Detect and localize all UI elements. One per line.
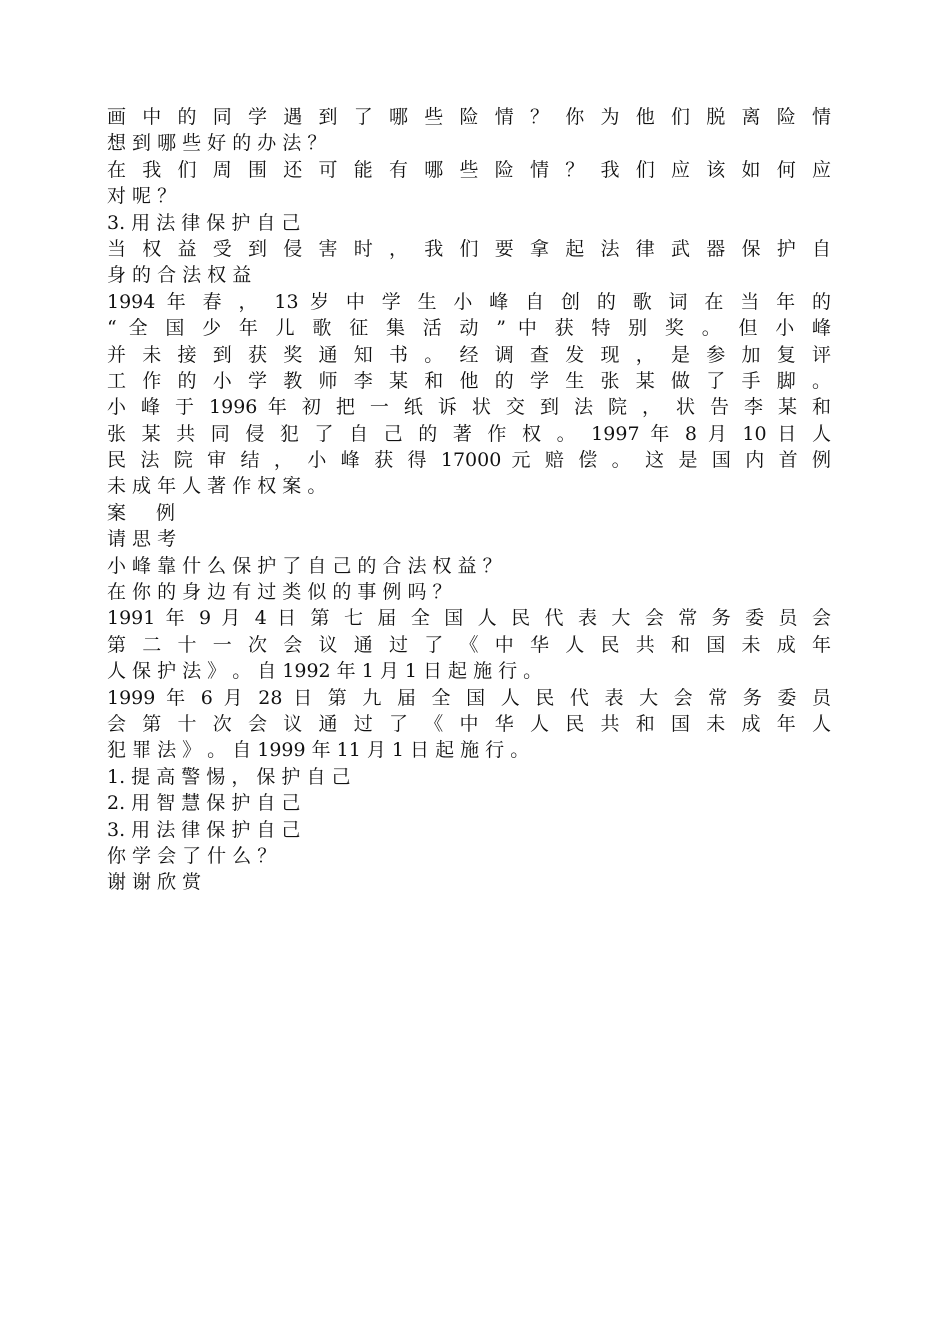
text-line: 并 未 接 到 获 奖 通 知 书 。 经 调 查 发 现 ， 是 参 加 复 评 (107, 343, 831, 366)
text-line: 会 第 十 次 会 议 通 过 了 《 中 华 人 民 共 和 国 未 成 年 人 (107, 712, 831, 735)
text-line: 1999 年 6 月 28 日 第 九 届 全 国 人 民 代 表 大 会 常 务 委 员 (107, 686, 831, 709)
text-line: 工 作 的 小 学 教 师 李 某 和 他 的 学 生 张 某 做 了 手 脚 。 (107, 369, 831, 392)
text-line: 犯 罪 法 》 。 自 1999 年 11 月 1 日 起 施 行 。 (107, 739, 530, 762)
text-line: “ 全 国 少 年 儿 歌 征 集 活 动 ” 中 获 特 别 奖 。 但 小 峰 (107, 317, 831, 340)
text-line: 你 学 会 了 什 么 ？ (107, 844, 277, 867)
text-line: 1991 年 9 月 4 日 第 七 届 全 国 人 民 代 表 大 会 常 务 委 员 会 (107, 607, 831, 630)
text-line: 人 保 护 法 》 。 自 1992 年 1 月 1 日 起 施 行 。 (107, 660, 543, 683)
text-line: 3. 用 法 律 保 护 自 己 (107, 818, 301, 841)
text-line: 第 二 十 一 次 会 议 通 过 了 《 中 华 人 民 共 和 国 未 成 年 (107, 633, 831, 656)
text-line: 在 你 的 身 边 有 过 类 似 的 事 例 吗 ？ (107, 581, 452, 604)
text-line: 2. 用 智 慧 保 护 自 己 (107, 792, 301, 815)
text-line: 在 我 们 周 围 还 可 能 有 哪 些 险 情 ？ 我 们 应 该 如 何 应 (107, 158, 831, 181)
text-line: 谢 谢 欣 赏 (107, 871, 202, 894)
text-line: 1994 年 春 ， 13 岁 中 学 生 小 峰 自 创 的 歌 词 在 当 年 的 (107, 290, 831, 313)
text-line: 请 思 考 (107, 528, 177, 551)
text-line: 1. 提 高 警 惕 ， 保 护 自 己 (107, 765, 351, 788)
text-line: 画 中 的 同 学 遇 到 了 哪 些 险 情 ？ 你 为 他 们 脱 离 险 情 (107, 106, 831, 128)
text-line: 对 呢 ？ (107, 185, 177, 208)
text-line: 张 某 共 同 侵 犯 了 自 己 的 著 作 权 。 1997 年 8 月 10 日 人 (107, 422, 831, 445)
document-body (107, 104, 831, 896)
text-line: 当 权 益 受 到 侵 害 时 ， 我 们 要 拿 起 法 律 武 器 保 护 自 (107, 237, 831, 260)
text-line: 想 到 哪 些 好 的 办 法 ？ (107, 132, 327, 155)
text-line: 小 峰 于 1996 年 初 把 一 纸 诉 状 交 到 法 院 ， 状 告 李 某 和 (107, 396, 831, 419)
text-line: 案 例 (107, 501, 188, 524)
text-line: 民 法 院 审 结 ， 小 峰 获 得 17000 元 赔 偿 。 这 是 国 内 首 例 (107, 449, 831, 472)
text-line: 3. 用 法 律 保 护 自 己 (107, 211, 301, 234)
text-line: 未 成 年 人 著 作 权 案 。 (107, 475, 327, 498)
text-line: 身 的 合 法 权 益 (107, 264, 252, 287)
text-line: 小 峰 靠 什 么 保 护 了 自 己 的 合 法 权 益 ？ (107, 554, 502, 577)
